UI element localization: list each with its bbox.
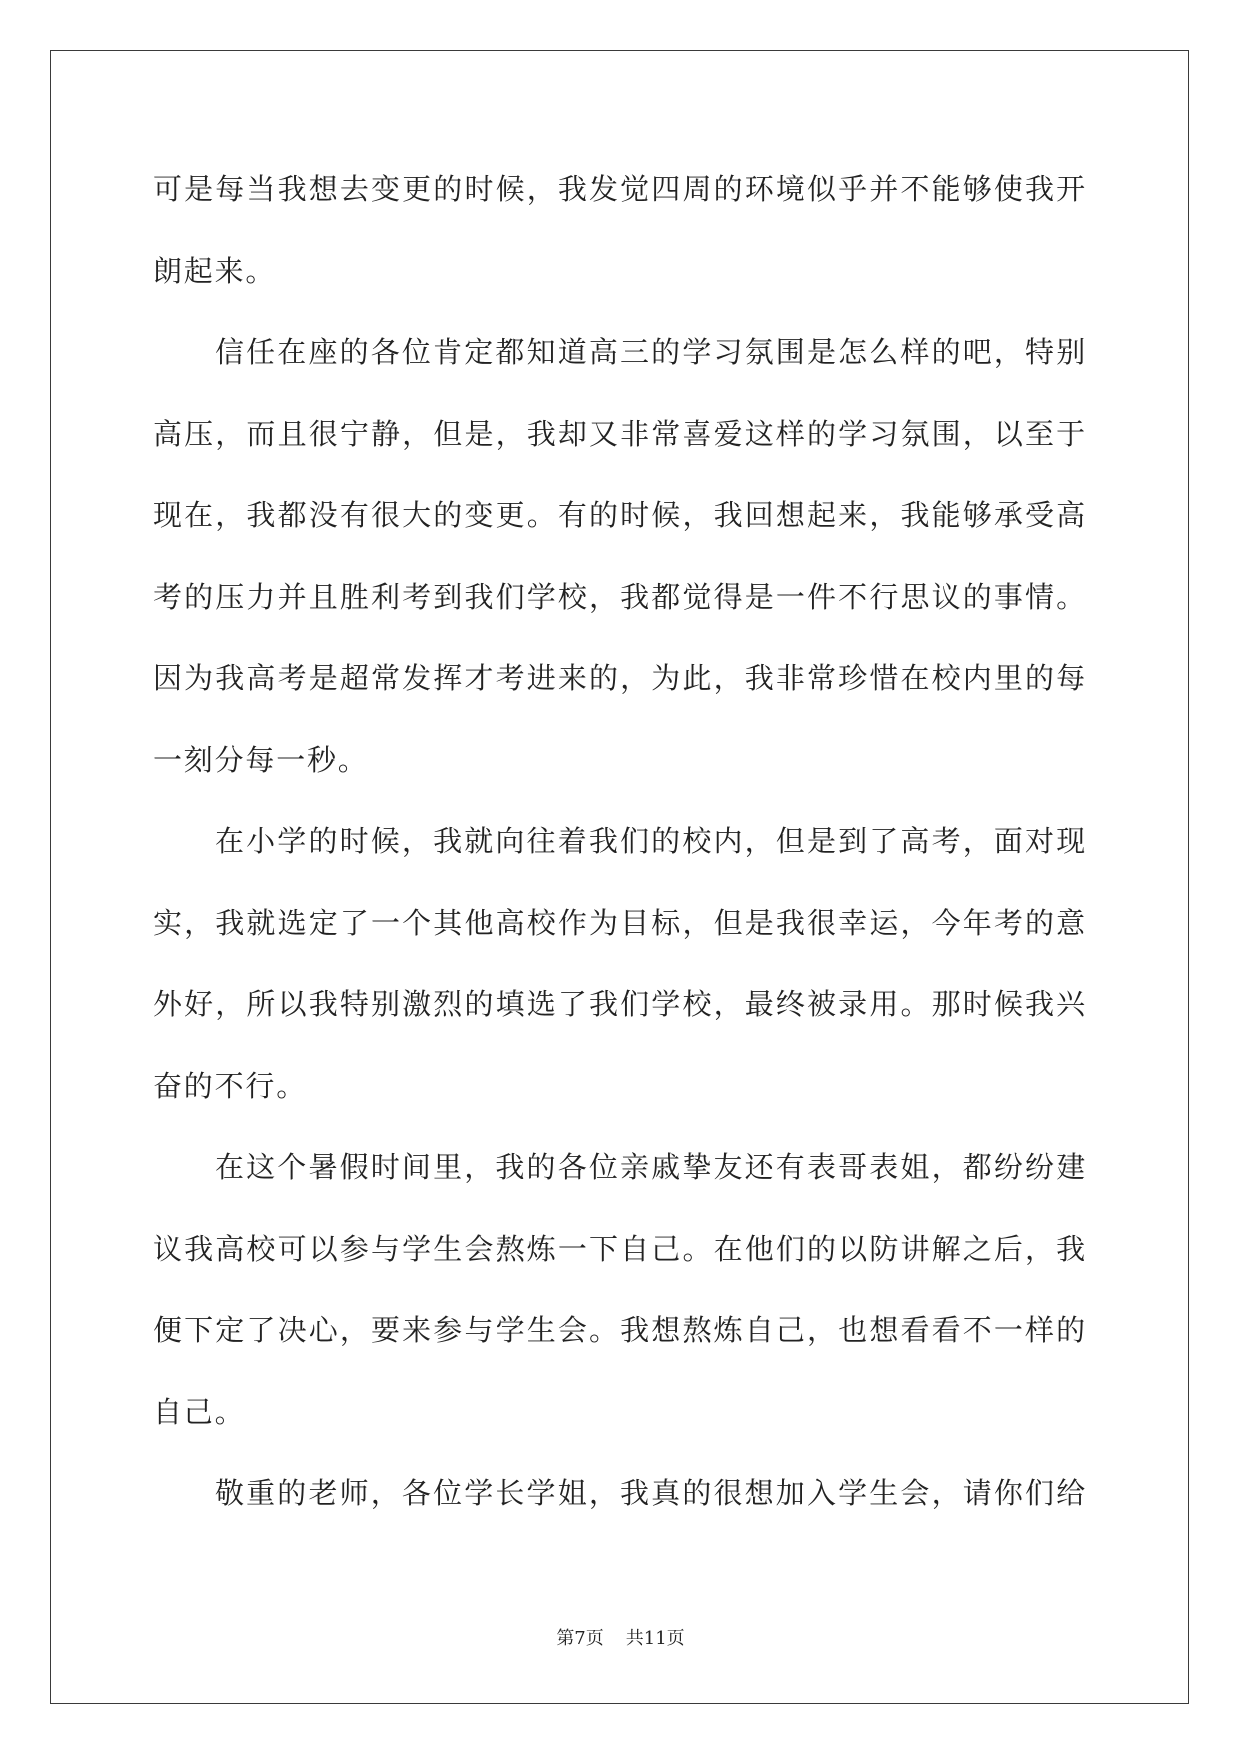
text-line: 便下定了决心，要来参与学生会。我想熬炼自己，也想看看不一样的 xyxy=(153,1313,1087,1347)
page-count: 共11页 xyxy=(625,1628,685,1649)
paragraph xyxy=(153,312,1087,801)
text-line: 实，我就选定了一个其他高校作为目标，但是我很幸运，今年考的意 xyxy=(153,905,1087,940)
page-number: 第7页 xyxy=(556,1628,604,1649)
text-line: 考的压力并且胜利考到我们学校，我都觉得是一件不行思议的事情。 xyxy=(153,579,1087,614)
text-line: 一刻分每一秒。 xyxy=(153,742,369,777)
document-body xyxy=(153,149,1087,1535)
paragraph xyxy=(153,149,1087,312)
paragraph xyxy=(153,1453,1087,1535)
paragraph xyxy=(153,1127,1087,1453)
text-line: 朗起来。 xyxy=(153,253,277,288)
text-line: 外好，所以我特别激烈的填选了我们学校，最终被录用。那时候我兴 xyxy=(153,987,1087,1021)
text-line: 现在，我都没有很大的变更。有的时候，我回想起来，我能够承受高 xyxy=(153,498,1087,532)
text-line: 在小学的时候，我就向往着我们的校内，但是到了高考，面对现 xyxy=(215,824,1087,858)
text-line: 因为我高考是超常发挥才考进来的，为此，我非常珍惜在校内里的每 xyxy=(153,661,1087,695)
text-line: 高压，而且很宁静，但是，我却又非常喜爱这样的学习氛围，以至于 xyxy=(153,416,1087,451)
text-line: 敬重的老师，各位学长学姐，我真的很想加入学生会，请你们给 xyxy=(215,1476,1087,1510)
text-line: 奋的不行。 xyxy=(153,1068,308,1103)
text-line: 信任在座的各位肯定都知道高三的学习氛围是怎么样的吧，特别 xyxy=(215,335,1087,369)
text-line: 在这个暑假时间里，我的各位亲戚挚友还有表哥表姐，都纷纷建 xyxy=(215,1150,1087,1184)
paragraph xyxy=(153,801,1087,1127)
text-line: 可是每当我想去变更的时候，我发觉四周的环境似乎并不能够使我开 xyxy=(153,172,1087,206)
page-footer xyxy=(0,1626,1241,1652)
text-line: 自己。 xyxy=(153,1394,246,1429)
text-line: 议我高校可以参与学生会熬炼一下自己。在他们的以防讲解之后，我 xyxy=(153,1231,1087,1266)
